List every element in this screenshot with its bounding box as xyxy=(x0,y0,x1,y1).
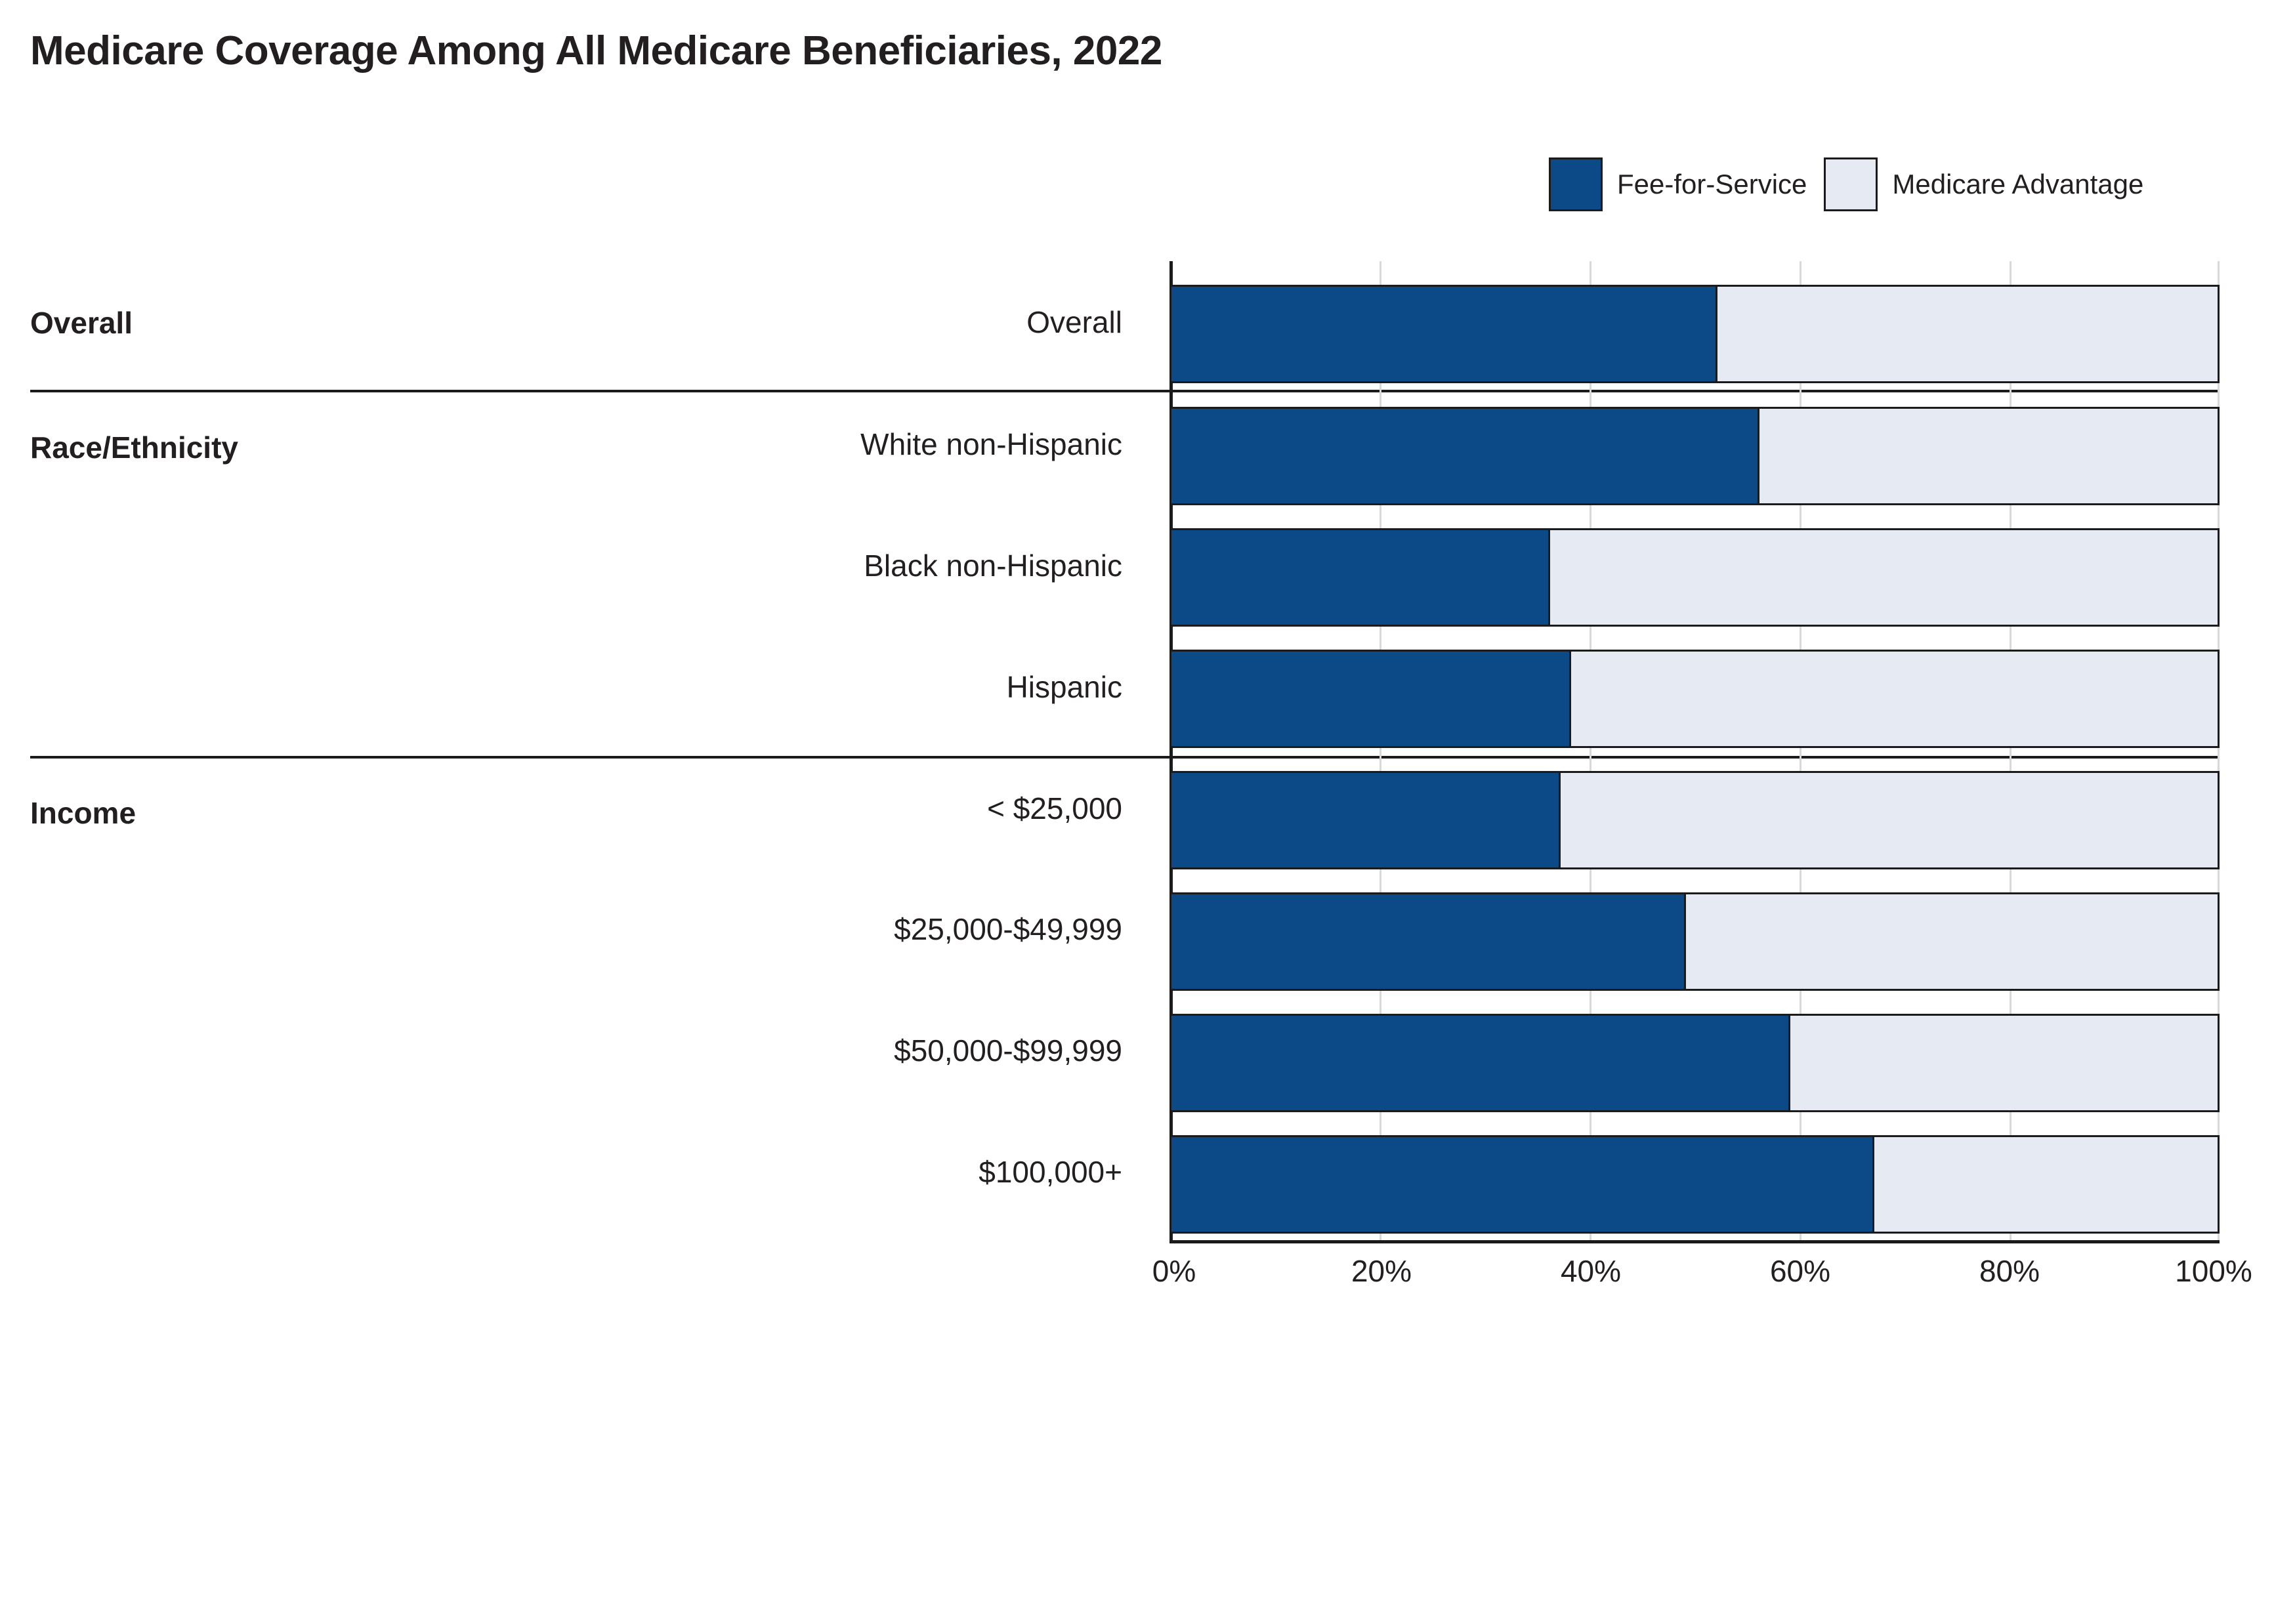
legend-swatch-medicare-advantage xyxy=(1824,157,1878,211)
legend-swatch-fee-for-service xyxy=(1549,157,1603,211)
segment-fee-for-service[interactable] xyxy=(1171,773,1559,867)
legend-label-medicare-advantage: Medicare Advantage xyxy=(1892,169,2144,199)
stacked-bar xyxy=(1169,285,2220,383)
group-label-overall: Overall xyxy=(30,306,133,340)
category-label-income-under-25000: < $25,000 xyxy=(987,791,1122,825)
stacked-bar xyxy=(1169,407,2220,505)
bar-row-income-25000-49999[interactable] xyxy=(1169,892,2220,991)
x-tick-100: 100% xyxy=(2175,1254,2252,1288)
segment-medicare-advantage[interactable] xyxy=(1569,652,2218,746)
segment-medicare-advantage[interactable] xyxy=(1548,530,2218,625)
x-axis-line xyxy=(1169,1240,2220,1243)
segment-medicare-advantage[interactable] xyxy=(1872,1137,2218,1232)
segment-medicare-advantage[interactable] xyxy=(1559,773,2218,867)
legend-label-fee-for-service: Fee-for-Service xyxy=(1617,169,1807,199)
segment-medicare-advantage[interactable] xyxy=(1788,1016,2218,1110)
category-label-overall: Overall xyxy=(1026,305,1122,339)
category-label-white-non-hispanic: White non-Hispanic xyxy=(860,427,1122,461)
x-tick-80: 80% xyxy=(1979,1254,2040,1288)
segment-fee-for-service[interactable] xyxy=(1171,1016,1788,1110)
category-label-income-100000-plus: $100,000+ xyxy=(979,1155,1122,1189)
stacked-bar xyxy=(1169,528,2220,627)
stacked-bar xyxy=(1169,892,2220,991)
stacked-bar xyxy=(1169,1135,2220,1234)
x-tick-40: 40% xyxy=(1560,1254,1622,1288)
legend-item-medicare-advantage[interactable] xyxy=(1824,157,2143,211)
chart-legend xyxy=(1549,157,2143,211)
segment-medicare-advantage[interactable] xyxy=(1758,409,2218,503)
x-tick-0: 0% xyxy=(1152,1254,1196,1288)
segment-fee-for-service[interactable] xyxy=(1171,1137,1872,1232)
segment-fee-for-service[interactable] xyxy=(1171,894,1684,989)
category-label-black-non-hispanic: Black non-Hispanic xyxy=(864,549,1122,583)
stacked-bar xyxy=(1169,771,2220,869)
stacked-bar xyxy=(1169,650,2220,748)
segment-medicare-advantage[interactable] xyxy=(1716,287,2218,381)
x-tick-60: 60% xyxy=(1769,1254,1831,1288)
category-label-hispanic: Hispanic xyxy=(1006,670,1122,704)
segment-fee-for-service[interactable] xyxy=(1171,409,1758,503)
segment-fee-for-service[interactable] xyxy=(1171,530,1548,625)
chart-title: Medicare Coverage Among All Medicare Beneficiaries, 2022 xyxy=(30,28,1162,73)
bar-row-overall[interactable] xyxy=(1169,285,2220,383)
bar-row-income-100000-plus[interactable] xyxy=(1169,1135,2220,1234)
plot-area xyxy=(1169,261,2220,1240)
category-label-income-50000-99999: $50,000-$99,999 xyxy=(894,1033,1122,1068)
stacked-bar xyxy=(1169,1014,2220,1112)
legend-item-fee-for-service[interactable] xyxy=(1549,157,1807,211)
group-label-race-ethnicity: Race/Ethnicity xyxy=(30,430,238,465)
category-label-income-25000-49999: $25,000-$49,999 xyxy=(894,912,1122,946)
segment-fee-for-service[interactable] xyxy=(1171,652,1569,746)
bar-row-hispanic[interactable] xyxy=(1169,650,2220,748)
bar-row-black-non-hispanic[interactable] xyxy=(1169,528,2220,627)
segment-medicare-advantage[interactable] xyxy=(1684,894,2218,989)
bar-row-white-non-hispanic[interactable] xyxy=(1169,407,2220,505)
group-label-income: Income xyxy=(30,796,137,830)
x-tick-20: 20% xyxy=(1351,1254,1412,1288)
bar-row-income-50000-99999[interactable] xyxy=(1169,1014,2220,1112)
segment-fee-for-service[interactable] xyxy=(1171,287,1716,381)
bar-row-income-under-25000[interactable] xyxy=(1169,771,2220,869)
